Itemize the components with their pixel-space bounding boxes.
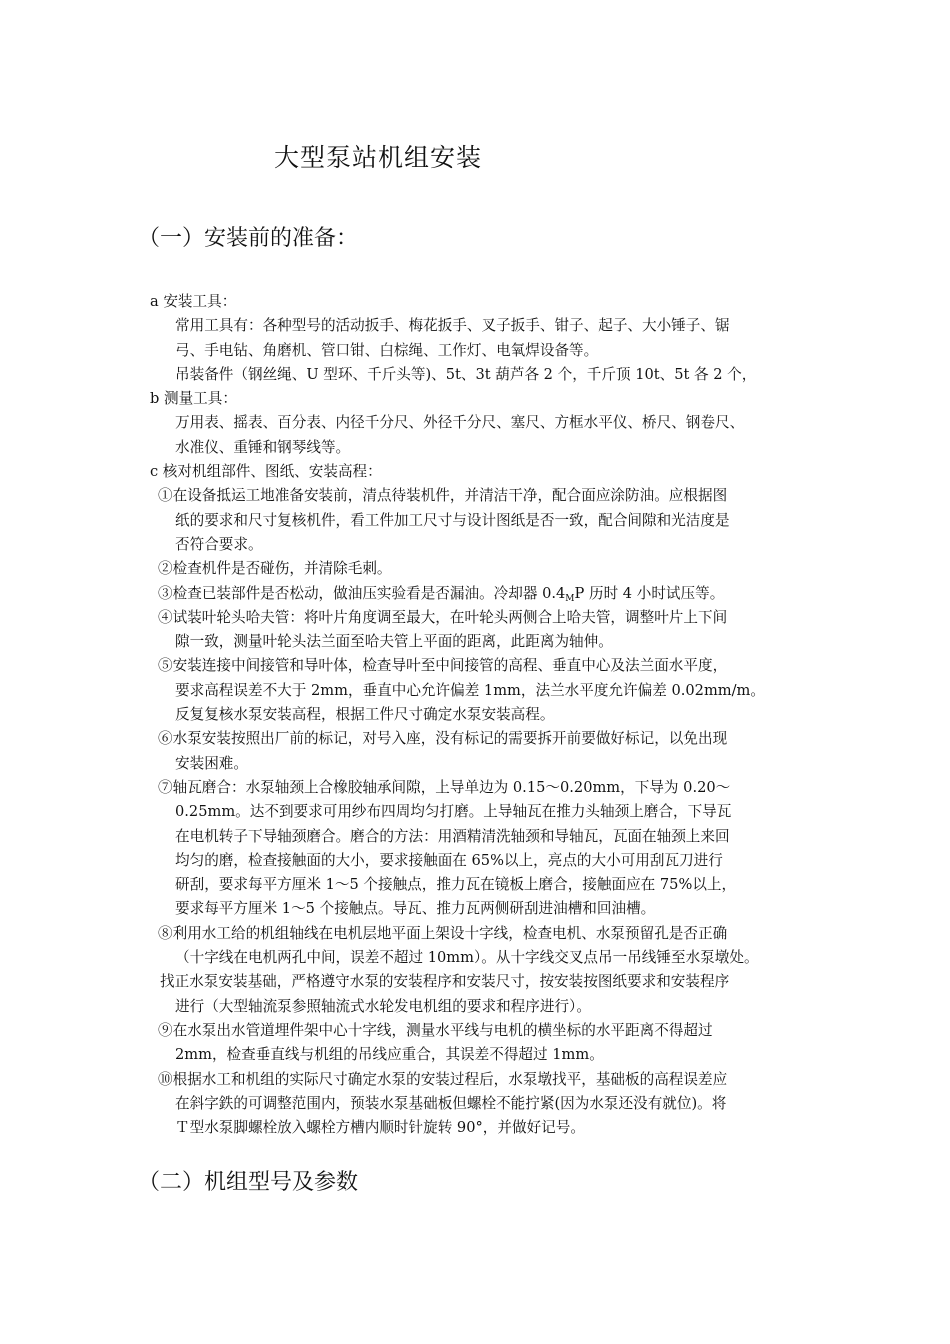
paragraph-line: 弓、手电钻、角磨机、管口钳、白棕绳、工作灯、电氧焊设备等。 <box>175 341 599 359</box>
paragraph-line: 在斜字鉄的可调整范围内，预装水泵基础板但螺栓不能拧紧(因为水泵还没有就位)。将 <box>175 1094 727 1112</box>
list-item-3-text-end: P 历时 4 小时试压等。 <box>574 584 725 602</box>
paragraph-line: 水准仪、重锤和钢琴线等。 <box>175 438 351 456</box>
section-heading-model-parameters: （二）机组型号及参数 <box>138 1170 359 1195</box>
list-item-9: ⑨在水泵出水管道埋件架中心十字线，测量水平线与电机的横坐标的水平距离不得超过 <box>158 1021 713 1039</box>
paragraph-line: 常用工具有：各种型号的活动扳手、梅花扳手、叉子扳手、钳子、起子、大小锤子、锯 <box>175 317 730 335</box>
paragraph-line: 研刮，要求每平方厘米 1～5 个接触点，推力瓦在镜板上磨合，接触面应在 75%以上， <box>175 876 737 894</box>
paragraph-line: 纸的要求和尺寸复核机件，看工件加工尺寸与设计图纸是否一致，配合间隙和光洁度是 <box>175 511 730 529</box>
paragraph-line: 找正水泵安装基础，严格遵守水泵的安装程序和安装尺寸，按安装按图纸要求和安装程序 <box>160 973 730 991</box>
paragraph-line: 否符合要求。 <box>175 535 263 553</box>
list-item-5: ⑤安装连接中间接管和导叶体，检查导叶至中间接管的高程、垂直中心及法兰面水平度， <box>158 657 728 675</box>
paragraph-line: Ｔ型水泵脚螺栓放入螺栓方槽内顺时针旋转 90°，并做好记号。 <box>175 1119 585 1137</box>
list-item-7: ⑦轴瓦磨合：水泵轴颈上合橡胶轴承间隙，上导单边为 0.15～0.20mm，下导为 0.20～ <box>158 778 731 796</box>
paragraph-line: 吊装备件（钢丝绳、U 型环、千斤头等)、5t、3t 葫芦各 2 个，千斤顶 10t、5t 各 2 个， <box>175 365 757 383</box>
paragraph-line: 要求高程误差不大于 2mm，垂直中心允许偏差 1mm，法兰水平度允许偏差 0.02mm/m。 <box>175 681 765 699</box>
paragraph-line: 安装困难。 <box>175 754 248 772</box>
list-item-3 <box>148 582 818 606</box>
paragraph-line: 进行（大型轴流泵参照轴流式水轮发电机组的要求和程序进行）。 <box>175 997 591 1015</box>
paragraph-line: 在电机转子下导轴颈磨合。磨合的方法：用酒精清洗轴颈和导轴瓦，瓦面在轴颈上来回 <box>175 827 730 845</box>
document-body <box>148 290 818 1140</box>
paragraph-line: 要求每平方厘米 1～5 个接触点。导瓦、推力瓦两侧研刮进油槽和回油槽。 <box>175 900 656 918</box>
list-item-3-text: ③检查已装部件是否松动，做油压实验看是否漏油。冷却器 0.4 <box>158 584 566 602</box>
paragraph-line: 0.25mm。达不到要求可用纱布四周均匀打磨。上导轴瓦在推力头轴颈上磨合，下导瓦 <box>175 803 732 821</box>
paragraph-line: 万用表、摇表、百分表、内径千分尺、外径千分尺、塞尺、方框水平仪、桥尺、钢卷尺、 <box>175 414 745 432</box>
list-item-6: ⑥水泵安装按照出厂前的标记，对号入座，没有标记的需要拆开前要做好标记，以免出现 <box>158 730 728 748</box>
paragraph-line: 2mm，检查垂直线与机组的吊线应重合，其误差不得超过 1mm。 <box>175 1046 604 1064</box>
paragraph-line: 反复复核水泵安装高程，根据工件尺寸确定水泵安装高程。 <box>175 706 555 724</box>
list-item-8: ⑧利用水工给的机组轴线在电机层地平面上架设十字线，检查电机、水泵预留孔是否正确 <box>158 924 728 942</box>
paragraph-line: 隙一致，测量叶轮头法兰面至哈夫管上平面的距离，此距离为轴伸。 <box>175 633 613 651</box>
subsection-label-c: c 核对机组部件、图纸、安装高程： <box>150 463 382 481</box>
list-item-2: ②检查机件是否碰伤，并清除毛刺。 <box>158 560 392 578</box>
list-item-4: ④试装叶轮头哈夫管：将叶片角度调至最大，在叶轮头两侧合上哈夫管，调整叶片上下间 <box>158 608 728 626</box>
subsection-label-a: a 安装工具： <box>150 293 237 310</box>
list-item-1: ①在设备抵运工地准备安装前，清点待装机件，并清洁干净，配合面应涂防油。应根据图 <box>158 487 728 505</box>
paragraph-line: （十字线在电机两孔中间，误差不超过 10mm）。从十字线交叉点吊一吊线锤至水泵墩处。 <box>175 949 759 967</box>
page-title: 大型泵站机组安装 <box>274 143 483 172</box>
paragraph-line: 均匀的磨，检查接触面的大小，要求接触面在 65%以上，亮点的大小可用刮瓦刀进行 <box>175 851 723 869</box>
subscript-text: M <box>565 593 575 604</box>
section-heading-preparation: （一）安装前的准备： <box>138 226 359 251</box>
subsection-label-b: b 测量工具： <box>150 390 237 408</box>
list-item-10: ⑩根据水工和机组的实际尺寸确定水泵的安装过程后，水泵墩找平，基础板的高程误差应 <box>158 1070 728 1088</box>
